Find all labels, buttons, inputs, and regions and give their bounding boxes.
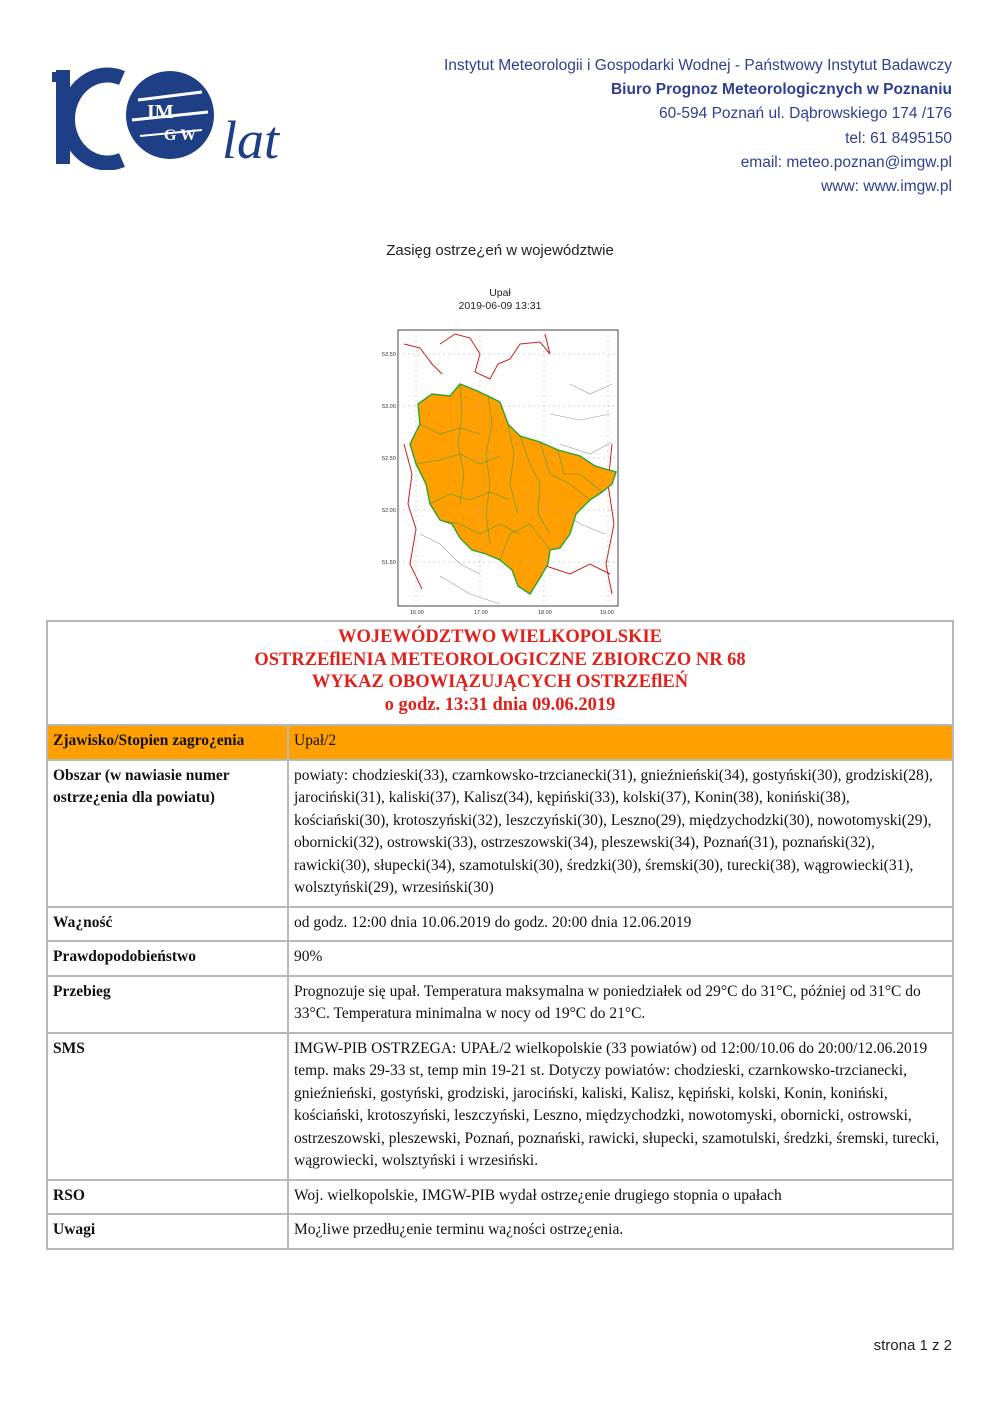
row-value: Upał/2 xyxy=(288,725,953,760)
institute-header xyxy=(444,54,952,199)
svg-text:G W: G W xyxy=(164,127,197,144)
lat-tick: 53.00 xyxy=(382,404,396,410)
svg-text:IM: IM xyxy=(147,101,174,123)
row-value: od godz. 12:00 dnia 10.06.2019 do godz. 20:00 dnia 12.06.2019 xyxy=(288,907,953,942)
row-label: Zjawisko/Stopien zagro¿enia xyxy=(47,725,288,760)
row-label: RSO xyxy=(47,1180,288,1215)
imgw-100-lat-logo xyxy=(52,60,302,170)
row-label: Wa¿ność xyxy=(47,907,288,942)
table-row xyxy=(47,1180,953,1215)
institute-name: Instytut Meteorologii i Gospodarki Wodnej - Państwowy Instytut Badawczy xyxy=(444,57,952,74)
lat-tick: 53.50 xyxy=(382,352,396,358)
issue-time: o godz. 13:31 dnia 09.06.2019 xyxy=(384,694,616,715)
row-label: SMS xyxy=(47,1033,288,1180)
table-row xyxy=(47,907,953,942)
warning-table xyxy=(46,620,954,1250)
email[interactable]: email: meteo.poznan@imgw.pl xyxy=(740,153,952,171)
svg-text:lat: lat xyxy=(222,110,280,170)
warning-heading xyxy=(47,621,953,725)
row-value: Woj. wielkopolskie, IMGW-PIB wydał ostrze¿enie drugiego stopnia o upałach xyxy=(288,1180,953,1215)
table-row xyxy=(47,725,953,760)
row-value: powiaty: chodzieski(33), czarnkowsko-trzcianecki(31), gnieźnieński(34), gostyński(30), grodziski(28), jarociński(31), kaliski(37), Kalisz(34), kępiński(33), kolski(37), Konin(38), koniński(38), kościański(30), krotoszyński(32), leszczyński(30), Leszno(29), międzychodzki(30), nowotomyski(29), obornicki(32), ostrowski(33), ostrzeszowski(34), pleszewski(34), Poznań(31), poznański(32), rawicki(30), słupecki(34), szamotulski(30), średzki(30), śremski(30), turecki(38), wągrowiecki(31), wolsztyński(29), wrzesiński(30) xyxy=(288,760,953,907)
list-title: WYKAZ OBOWIĄZUJĄCYCH OSTRZEflEŃ xyxy=(311,672,689,692)
row-value: IMGW-PIB OSTRZEGA: UPAŁ/2 wielkopolskie (33 powiatów) od 12:00/10.06 do 20:00/12.06.2019 temp. maks 29-33 st, temp min 19-21 st. Dotyczy powiatów: chodzieski, czarnkowsko-trzcianecki, gnieźnieński, gostyński, grodziski, jarociński, kaliski, Kalisz, kępiński, kolski, Konin, koniński, kościański, krotoszyński, leszczyński, Leszno, międzychodzki, nowotomyski, obornicki, ostrowski, ostrzeszowski, pleszewski, Poznań, poznański, rawicki, słupecki, szamotulski, średzki, śremski, turecki, wągrowiecki, wolsztyński i wrzesiński. xyxy=(288,1033,953,1180)
bulletin-title: OSTRZEflENIA METEOROLOGICZNE ZBIORCZO NR 68 xyxy=(254,649,746,670)
lon-tick: 16.00 xyxy=(410,610,424,616)
row-label: Prawdopodobieństwo xyxy=(47,941,288,976)
lon-tick: 17.00 xyxy=(474,610,488,616)
office-name: Biuro Prognoz Meteorologicznych w Poznaniu xyxy=(610,81,952,99)
row-label: Obszar (w nawiasie numer ostrze¿enia dla powiatu) xyxy=(47,760,288,907)
lon-tick: 18.00 xyxy=(538,610,552,616)
map-title: Upał xyxy=(489,287,511,299)
row-value: Mo¿liwe przedłu¿enie terminu wa¿ności ostrze¿enia. xyxy=(288,1214,953,1249)
lat-tick: 51.50 xyxy=(382,560,396,566)
table-row xyxy=(47,760,953,907)
website[interactable]: www: www.imgw.pl xyxy=(821,178,952,196)
address: 60-594 Poznań ul. Dąbrowskiego 174 /176 xyxy=(659,105,952,123)
row-label: Przebieg xyxy=(47,976,288,1033)
map-section-title: Zasięg ostrze¿eń w województwie xyxy=(386,242,614,259)
page-number: strona 1 z 2 xyxy=(873,1337,952,1354)
table-row xyxy=(47,976,953,1033)
warning-map xyxy=(380,324,620,616)
row-value: Prognozuje się upał. Temperatura maksymalna w poniedziałek od 29°C do 31°C, później od 31°C do 33°C. Temperatura minimalna w nocy od 19°C do 21°C. xyxy=(288,976,953,1033)
table-row xyxy=(47,1214,953,1249)
map-timestamp: 2019-06-09 13:31 xyxy=(458,300,542,312)
row-label: Uwagi xyxy=(47,1214,288,1249)
voivodeship-title: WOJEWÓDZTWO WIELKOPOLSKIE xyxy=(338,627,662,647)
lat-tick: 52.50 xyxy=(382,456,396,462)
table-row xyxy=(47,941,953,976)
row-value: 90% xyxy=(288,941,953,976)
lon-tick: 19.00 xyxy=(600,610,614,616)
phone: tel: 61 8495150 xyxy=(845,129,952,147)
table-row xyxy=(47,1033,953,1180)
lat-tick: 52.00 xyxy=(382,508,396,514)
map-header xyxy=(400,287,600,313)
